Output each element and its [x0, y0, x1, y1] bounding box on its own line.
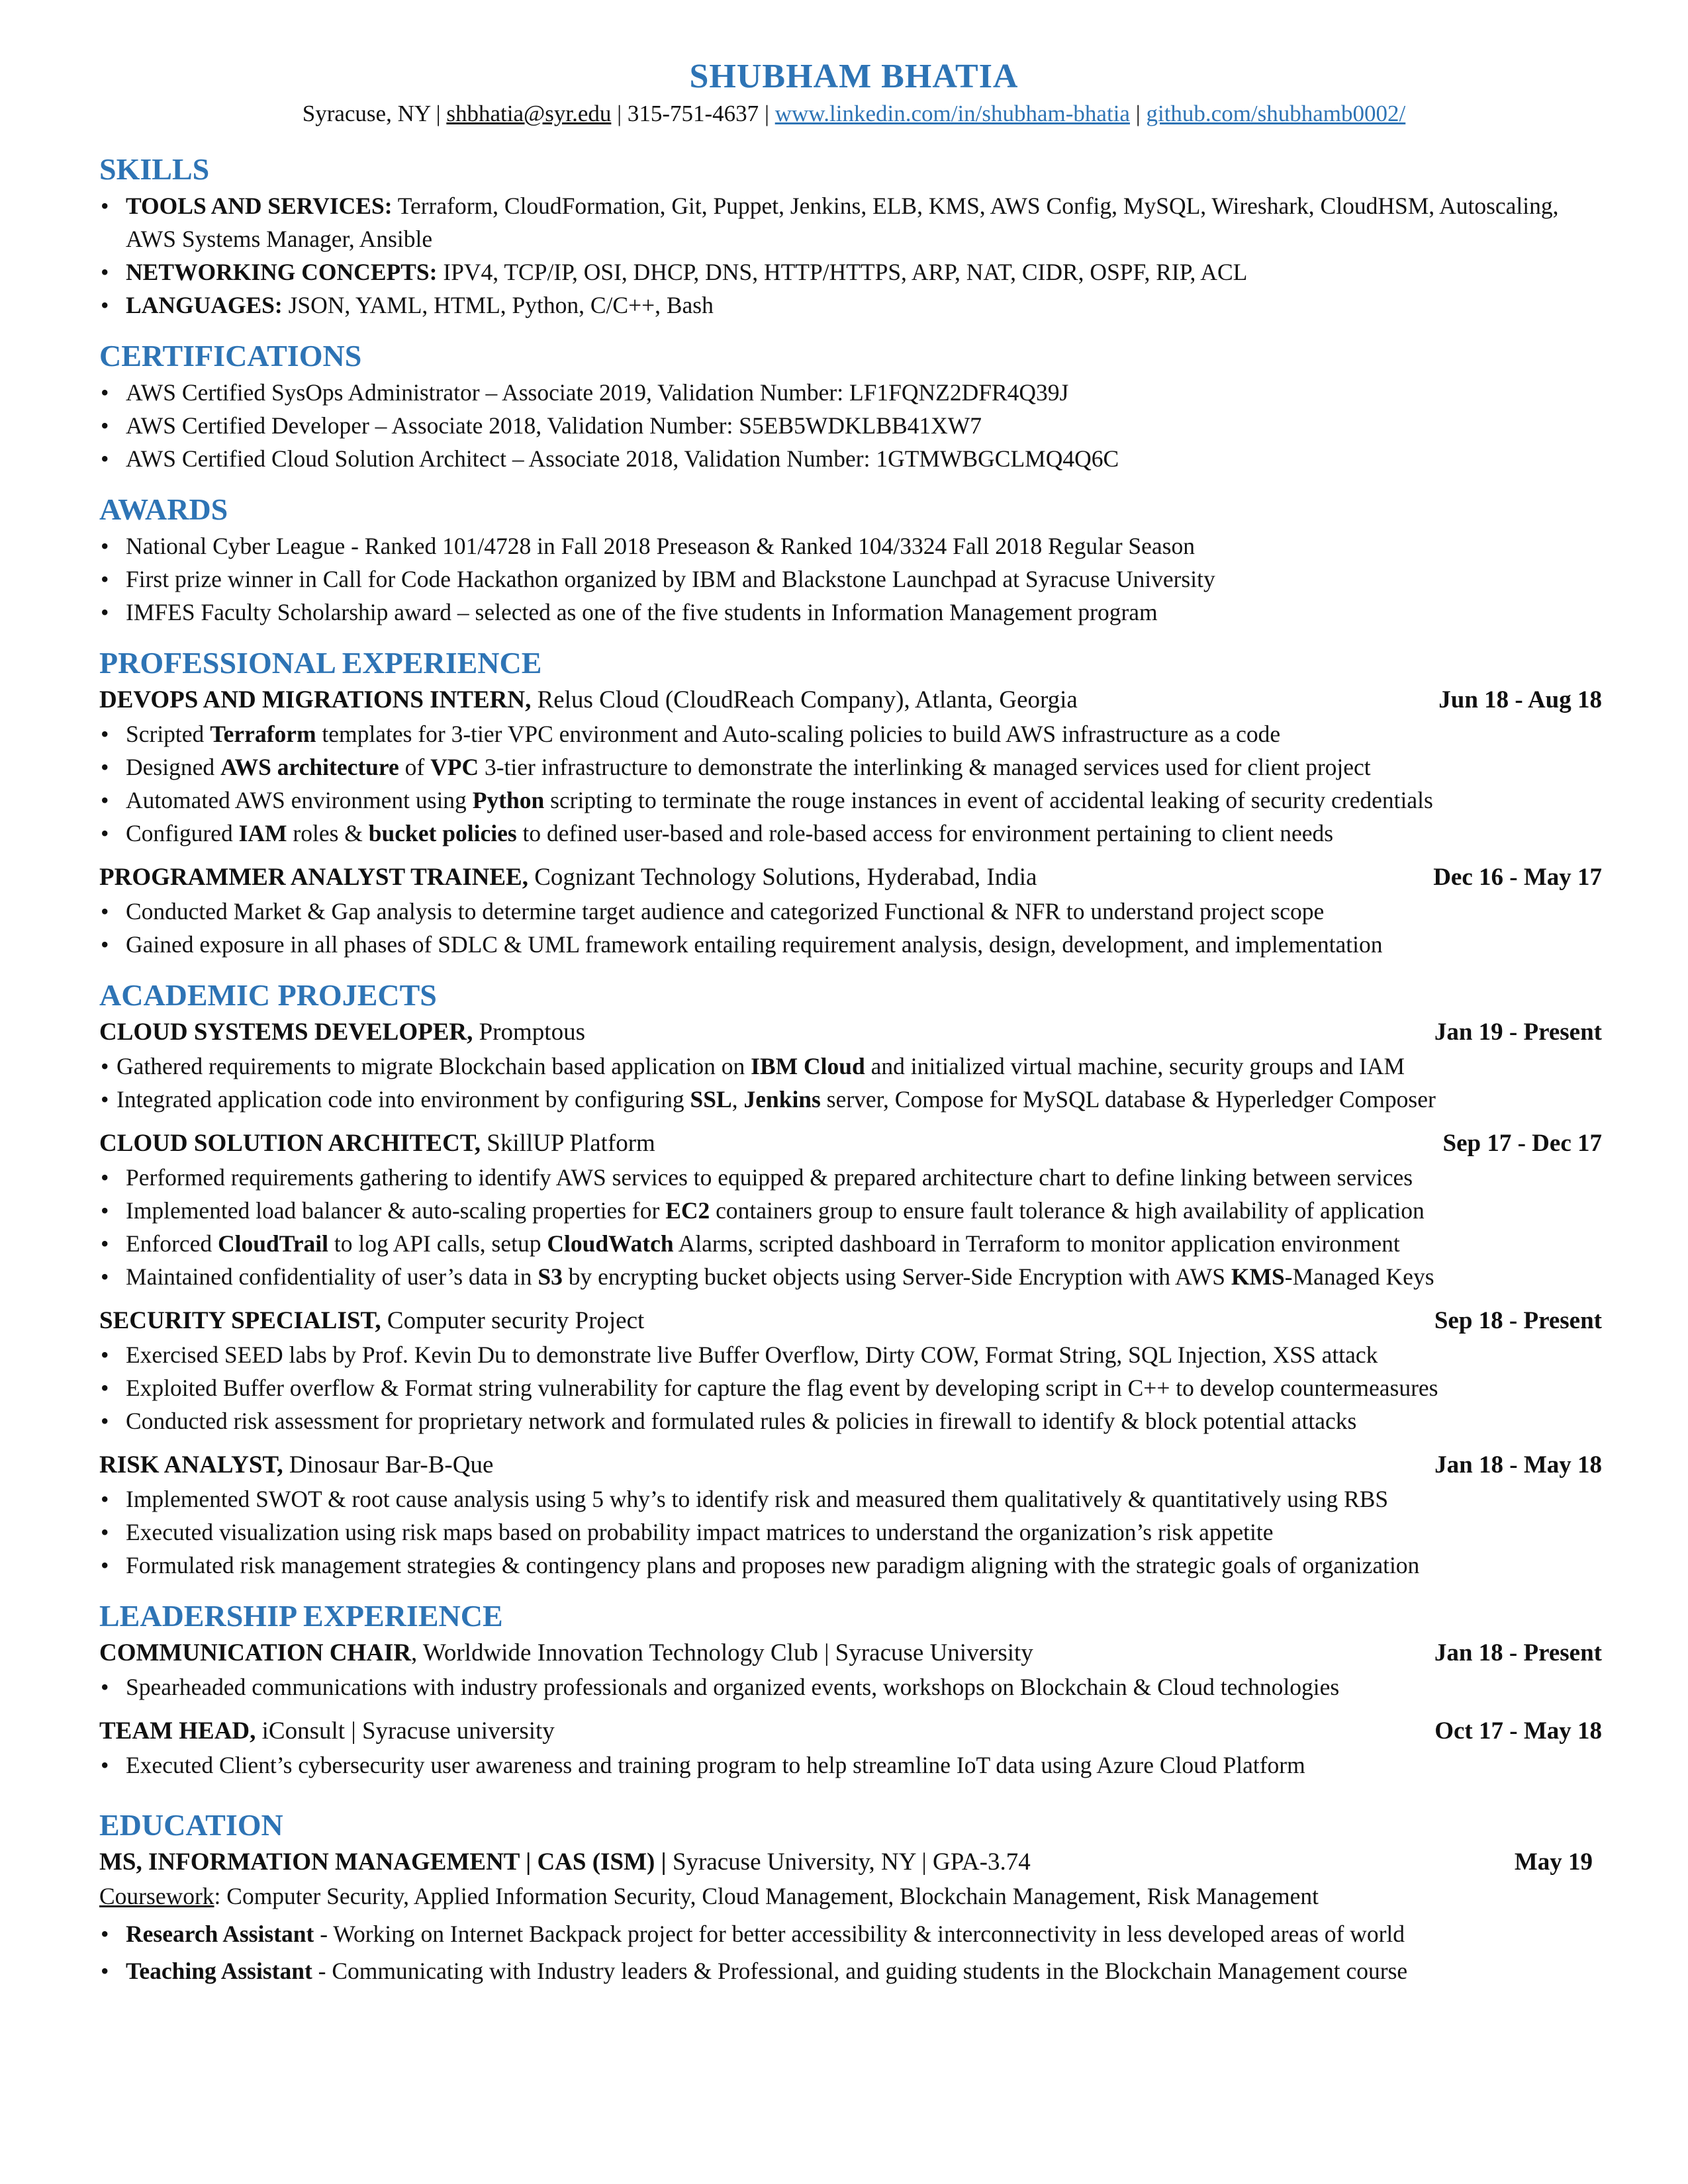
project-bullet: • Implemented SWOT & root cause analysis using 5 why’s to identify risk and measured them qualitatively & quantitatively using RBS: [99, 1482, 1609, 1516]
skills-list: [99, 189, 1609, 322]
job-bullet: • Automated AWS environment using Python scripting to terminate the rouge instances in event of accidental leaking of security credentials: [99, 784, 1609, 817]
award-item: • First prize winner in Call for Code Hackathon organized by IBM and Blackstone Launchpad at Syracuse University: [99, 563, 1609, 596]
job-bullet: • Gained exposure in all phases of SDLC & UML framework entailing requirement analysis, design, development, and implementation: [99, 928, 1609, 961]
project-bullet: • Formulated risk management strategies & contingency plans and proposes new paradigm aligning with the strategic goals of organization: [99, 1549, 1609, 1582]
project-bullet: • Exercised SEED labs by Prof. Kevin Du to demonstrate live Buffer Overflow, Dirty COW, Format String, SQL Injection, XSS attack: [99, 1338, 1609, 1371]
leadership-bullet: • Spearheaded communications with industry professionals and organized events, workshops on Blockchain & Cloud technologies: [99, 1670, 1609, 1704]
job-header-programmer: PROGRAMMER ANALYST TRAINEE, Cognizant Technology Solutions, Hyderabad, India Dec 16 - May 17: [99, 860, 1609, 895]
skill-languages: • LANGUAGES: JSON, YAML, HTML, Python, C/C++, Bash: [99, 289, 1609, 322]
certification-item: • AWS Certified Cloud Solution Architect – Associate 2018, Validation Number: 1GTMWBGCLMQ4Q6C: [99, 442, 1609, 475]
section-awards-title: AWARDS: [99, 492, 228, 526]
job-bullet: • Configured IAM roles & bucket policies to defined user-based and role-based access for environment pertaining to client needs: [99, 817, 1609, 850]
project-dates: Sep 18 - Present: [1434, 1307, 1602, 1334]
project-bullets-cloud-systems: [99, 1050, 1609, 1116]
certifications-list: [99, 376, 1609, 475]
project-bullet: • Implemented load balancer & auto-scaling properties for EC2 containers group to ensure fault tolerance & high availability of application: [99, 1194, 1609, 1227]
project-bullets-security: [99, 1338, 1609, 1437]
project-bullet: • Enforced CloudTrail to log API calls, setup CloudWatch Alarms, scripted dashboard in Terraform to monitor application environment: [99, 1227, 1609, 1260]
project-bullets-cloud-architect: [99, 1161, 1609, 1293]
job-bullets-devops: [99, 717, 1609, 850]
research-assistant-item: • Research Assistant - Working on Internet Backpack project for better accessibility & interconnectivity in less developed areas of world: [99, 1915, 1609, 1952]
leadership-dates: Oct 17 - May 18: [1434, 1717, 1602, 1745]
certification-item: • AWS Certified Developer – Associate 2018, Validation Number: S5EB5WDKLBB41XW7: [99, 409, 1609, 442]
section-education-title: EDUCATION: [99, 1808, 283, 1842]
certification-item: • AWS Certified SysOps Administrator – Associate 2019, Validation Number: LF1FQNZ2DFR4Q39J: [99, 376, 1609, 409]
github-link[interactable]: github.com/shubhamb0002/: [1146, 101, 1406, 126]
skill-networking: • NETWORKING CONCEPTS: IPV4, TCP/IP, OSI, DHCP, DNS, HTTP/HTTPS, ARP, NAT, CIDR, OSPF, RIP, ACL: [99, 255, 1609, 289]
project-header-security: SECURITY SPECIALIST, Computer security Project Sep 18 - Present: [99, 1304, 1609, 1338]
resume-page: [99, 57, 1609, 1989]
project-bullet: • Maintained confidentiality of user’s data in S3 by encrypting bucket objects using Server-Side Encryption with AWS KMS-Managed Keys: [99, 1260, 1609, 1293]
project-bullet: • Executed visualization using risk maps based on probability impact matrices to understand the organization’s risk appetite: [99, 1516, 1609, 1549]
project-bullet: • Conducted risk assessment for proprietary network and formulated rules & policies in firewall to identify & block potential attacks: [99, 1404, 1609, 1437]
project-bullet: • Performed requirements gathering to identify AWS services to equipped & prepared architecture chart to define linking between services: [99, 1161, 1609, 1194]
project-bullet: • Gathered requirements to migrate Blockchain based application on IBM Cloud and initialized virtual machine, security groups and IAM: [99, 1050, 1609, 1083]
award-item: • IMFES Faculty Scholarship award – selected as one of the five students in Information Management program: [99, 596, 1609, 629]
section-skills-title: SKILLS: [99, 152, 210, 186]
contact-line: Syracuse, NY | shbhatia@syr.edu | 315-751-4637 | www.linkedin.com/in/shubham-bhatia | github.com/shubhamb0002/: [302, 101, 1406, 126]
leadership-bullets-team-head: [99, 1749, 1609, 1782]
project-bullet: • Integrated application code into environment by configuring SSL, Jenkins server, Compose for MySQL database & Hyperledger Composer: [99, 1083, 1609, 1116]
project-dates: Jan 18 - May 18: [1434, 1451, 1602, 1479]
job-header-devops: DEVOPS AND MIGRATIONS INTERN, Relus Cloud (CloudReach Company), Atlanta, Georgia Jun 18 - Aug 18: [99, 683, 1609, 717]
project-dates: Jan 19 - Present: [1434, 1019, 1602, 1046]
project-dates: Sep 17 - Dec 17: [1442, 1130, 1602, 1157]
section-certifications-title: CERTIFICATIONS: [99, 339, 362, 373]
phone: 315-751-4637: [627, 101, 759, 126]
project-header-cloud-architect: CLOUD SOLUTION ARCHITECT, SkillUP Platform Sep 17 - Dec 17: [99, 1126, 1609, 1161]
education-dates: May 19: [1514, 1848, 1593, 1876]
education-bullets: [99, 1915, 1609, 1989]
job-dates: Dec 16 - May 17: [1433, 864, 1602, 891]
email-link[interactable]: shbhatia@syr.edu: [446, 101, 612, 126]
job-bullet: • Designed AWS architecture of VPC 3-tier infrastructure to demonstrate the interlinking & managed services used for client project: [99, 751, 1609, 784]
project-header-cloud-systems: CLOUD SYSTEMS DEVELOPER, Promptous Jan 19 - Present: [99, 1015, 1609, 1050]
job-dates: Jun 18 - Aug 18: [1438, 686, 1602, 713]
award-item: • National Cyber League - Ranked 101/4728 in Fall 2018 Preseason & Ranked 104/3324 Fall 2018 Regular Season: [99, 529, 1609, 563]
education-header: MS, INFORMATION MANAGEMENT | CAS (ISM) | Syracuse University, NY | GPA-3.74 May 19: [99, 1845, 1609, 1880]
coursework-line: Coursework: Computer Security, Applied Information Security, Cloud Management, Blockchain Management, Risk Management: [99, 1883, 1319, 1909]
job-bullets-programmer: [99, 895, 1609, 961]
leadership-header-team-head: TEAM HEAD, iConsult | Syracuse university Oct 17 - May 18: [99, 1714, 1609, 1749]
section-leadership-title: LEADERSHIP EXPERIENCE: [99, 1599, 503, 1633]
project-bullets-risk: [99, 1482, 1609, 1582]
section-academic-title: ACADEMIC PROJECTS: [99, 978, 437, 1012]
project-bullet: • Exploited Buffer overflow & Format string vulnerability for capture the flag event by developing script in C++ to develop countermeasures: [99, 1371, 1609, 1404]
leadership-bullet: • Executed Client’s cybersecurity user awareness and training program to help streamline IoT data using Azure Cloud Platform: [99, 1749, 1609, 1782]
skill-tools: • TOOLS AND SERVICES: Terraform, CloudFormation, Git, Puppet, Jenkins, ELB, KMS, AWS Config, MySQL, Wireshark, CloudHSM, Autoscaling, AWS Systems Manager, Ansible: [99, 189, 1609, 255]
job-bullet: • Conducted Market & Gap analysis to determine target audience and categorized Functional & NFR to understand project scope: [99, 895, 1609, 928]
leadership-header-communication: COMMUNICATION CHAIR, Worldwide Innovation Technology Club | Syracuse University Jan 18 - Present: [99, 1636, 1609, 1670]
linkedin-link[interactable]: www.linkedin.com/in/shubham-bhatia: [774, 101, 1130, 126]
leadership-bullets-communication: [99, 1670, 1609, 1704]
project-header-risk: RISK ANALYST, Dinosaur Bar-B-Que Jan 18 - May 18: [99, 1448, 1609, 1482]
candidate-name: SHUBHAM BHATIA: [689, 58, 1019, 95]
leadership-dates: Jan 18 - Present: [1434, 1639, 1602, 1666]
job-bullet: • Scripted Terraform templates for 3-tier VPC environment and Auto-scaling policies to build AWS infrastructure as a code: [99, 717, 1609, 751]
teaching-assistant-item: • Teaching Assistant - Communicating with Industry leaders & Professional, and guiding students in the Blockchain Management course: [99, 1952, 1609, 1989]
location: Syracuse, NY: [302, 101, 430, 126]
awards-list: [99, 529, 1609, 629]
section-professional-title: PROFESSIONAL EXPERIENCE: [99, 646, 542, 680]
